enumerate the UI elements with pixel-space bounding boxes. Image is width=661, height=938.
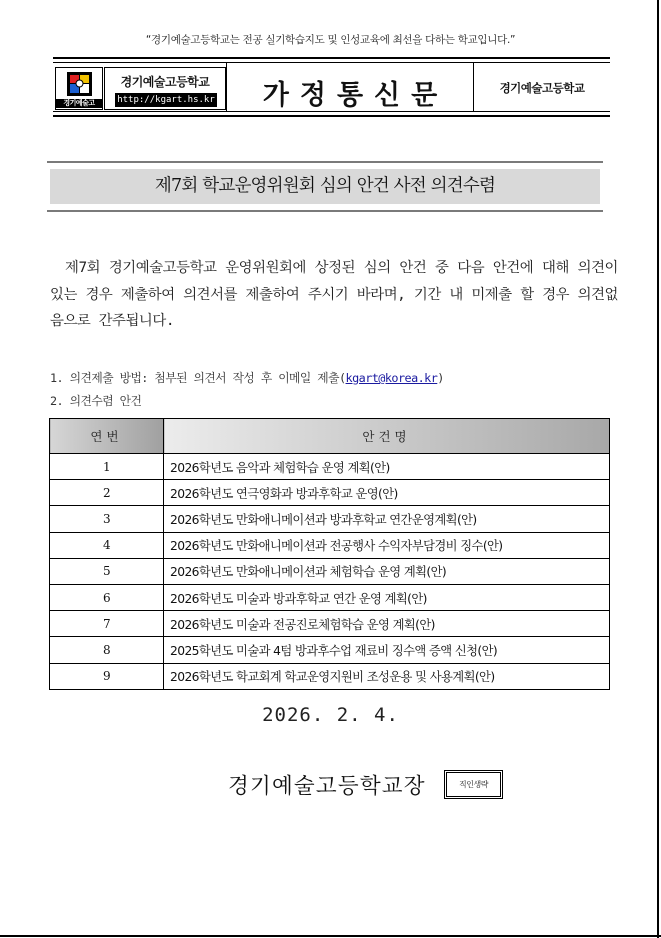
seal-omitted-stamp: 직인생략 xyxy=(446,772,501,797)
table-row xyxy=(50,637,610,663)
agenda-table xyxy=(49,418,610,690)
table-row xyxy=(50,480,610,506)
submission-method-line xyxy=(50,369,444,386)
row-number: 3 xyxy=(50,506,164,532)
agenda-list-label: 2. 의견수렴 안건 xyxy=(50,394,142,408)
agenda-title: 2026학년도 학교회계 학교운영지원비 조성운용 및 사용계획(안) xyxy=(164,663,610,689)
agenda-title: 2026학년도 만화애니메이션과 방과후학교 연간운영계획(안) xyxy=(164,506,610,532)
school-name-box xyxy=(104,67,226,110)
row-number: 1 xyxy=(50,454,164,480)
email-link[interactable]: kgart@korea.kr xyxy=(345,371,438,385)
document-heading: 제7회 학교운영위원회 심의 안건 사전 의견수렴 xyxy=(50,169,600,204)
table-row xyxy=(50,584,610,610)
row-number: 5 xyxy=(50,558,164,584)
table-row xyxy=(50,611,610,637)
header-inner-frame xyxy=(53,62,610,112)
submission-method-close: ) xyxy=(437,371,444,385)
table-row xyxy=(50,558,610,584)
agenda-title: 2026학년도 연극영화과 방과후학교 운영(안) xyxy=(164,480,610,506)
row-number: 9 xyxy=(50,663,164,689)
row-number: 8 xyxy=(50,637,164,663)
document-date: 2026. 2. 4. xyxy=(262,704,399,726)
school-name: 경기예술고등학교 xyxy=(120,75,210,89)
agenda-title: 2026학년도 만화애니메이션과 체험학습 운영 계획(안) xyxy=(164,558,610,584)
submission-method-text: 1. 의견제출 방법: 첨부된 의견서 작성 후 이메일 제출( xyxy=(50,371,346,385)
document-heading-frame xyxy=(47,161,603,212)
table-row xyxy=(50,532,610,558)
page-border-right xyxy=(657,0,659,938)
newsletter-header xyxy=(53,57,610,117)
column-header-title: 안건명 xyxy=(164,419,610,454)
table-row xyxy=(50,506,610,532)
agenda-title: 2026학년도 만화애니메이션과 전공행사 수익자부담경비 징수(안) xyxy=(164,532,610,558)
agenda-title: 2026학년도 미술과 방과후학교 연간 운영 계획(안) xyxy=(164,584,610,610)
newsletter-title-box xyxy=(226,63,474,111)
school-motto: “경기예술고등학교는 전공 실기학습지도 및 인성교육에 최선을 다하는 학교입니다.” xyxy=(145,34,516,46)
newsletter-title: 가정통신문 xyxy=(262,80,449,111)
row-number: 2 xyxy=(50,480,164,506)
table-header-row xyxy=(50,419,610,454)
table-row xyxy=(50,454,610,480)
agenda-title: 2026학년도 미술과 전공진로체험학습 운영 계획(안) xyxy=(164,611,610,637)
table-row xyxy=(50,663,610,689)
school-emblem-icon xyxy=(67,72,92,96)
row-number: 4 xyxy=(50,532,164,558)
school-name-right: 경기예술고등학교 xyxy=(499,81,585,95)
principal-signature: 경기예술고등학교장 xyxy=(228,774,426,799)
school-website-link[interactable]: http://kgart.hs.kr xyxy=(115,93,217,107)
logo-caption: 경기예술고 xyxy=(56,99,102,108)
row-number: 7 xyxy=(50,611,164,637)
column-header-number: 연번 xyxy=(50,419,164,454)
school-logo xyxy=(55,67,103,110)
agenda-title: 2025학년도 미술과 4텀 방과후수업 재료비 징수액 증액 신청(안) xyxy=(164,637,610,663)
row-number: 6 xyxy=(50,584,164,610)
body-paragraph-text: 제7회 경기예술고등학교 운영위원회에 상정된 심의 안건 중 다음 안건에 대해 의견이 있는 경우 제출하여 의견서를 제출하여 주시기 바라며, 기간 내 미제출 할 경우 의견없음으로 간주됩니다. xyxy=(50,260,618,329)
body-paragraph xyxy=(50,255,618,335)
page-border-bottom xyxy=(0,935,661,937)
agenda-title: 2026학년도 음악과 체험학습 운영 계획(안) xyxy=(164,454,610,480)
